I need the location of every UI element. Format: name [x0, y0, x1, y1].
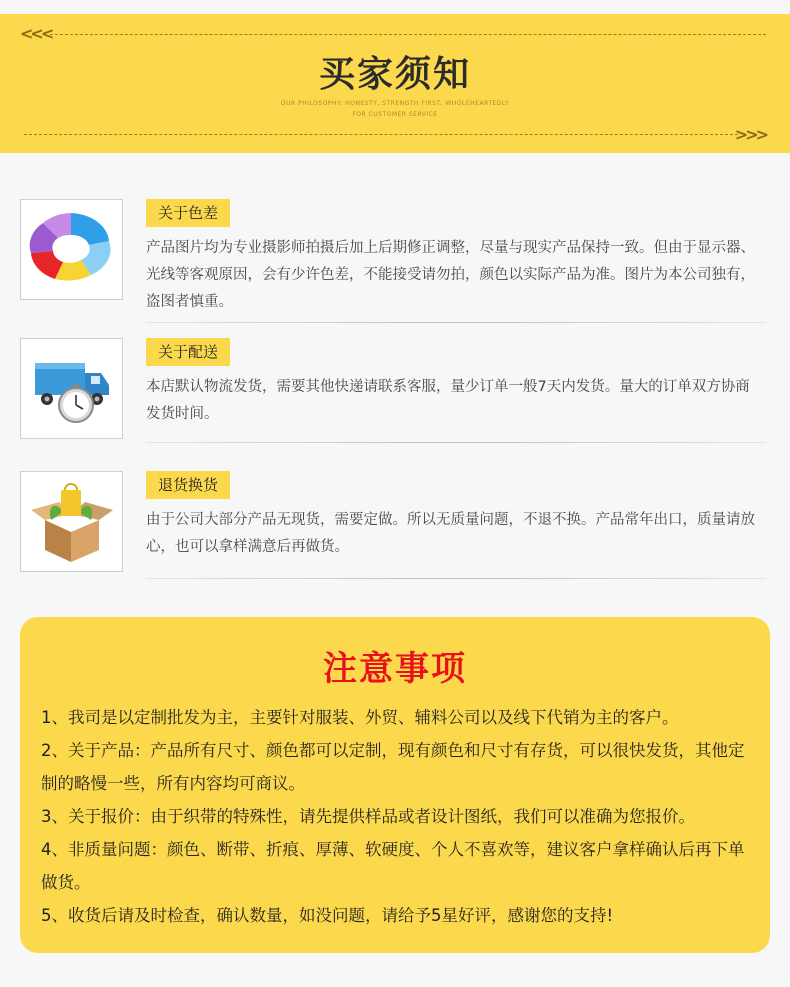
tag-color-difference: 关于色差	[146, 199, 230, 227]
package-box-icon	[20, 471, 123, 572]
header-divider-bottom	[24, 134, 738, 135]
desc-color-difference: 产品图片均为专业摄影师拍摄后加上后期修正调整，尽量与现实产品保持一致。但由于显示器、光线等客观原因，会有少许色差，不能接受请勿拍，颜色以实际产品为准。图片为本公司独有，盗图者慎重。	[146, 240, 755, 310]
page-title: 买家须知	[318, 54, 471, 95]
divider	[146, 578, 766, 579]
notice-item-3: 3、关于报价：由于织带的特殊性，请先提供样品或者设计图纸，我们可以准确为您报价。	[41, 807, 695, 826]
arrows-right-icon: >>>	[734, 125, 766, 144]
header-banner	[0, 14, 790, 153]
desc-delivery: 本店默认物流发货，需要其他快递请联系客服，量少订单一般7天内发货。量大的订单双方协商发货时间。	[146, 379, 750, 422]
color-wheel-icon	[20, 199, 123, 300]
notice-list	[41, 701, 757, 932]
notice-title: 注意事项	[323, 649, 467, 689]
info-item-color-difference	[20, 199, 770, 329]
notice-item-5: 5、收货后请及时检查，确认数量，如没问题，请给予5星好评，感谢您的支持!	[41, 906, 614, 925]
info-item-delivery	[20, 338, 770, 448]
info-item-return-exchange	[20, 471, 770, 581]
divider	[146, 442, 766, 443]
divider	[146, 322, 766, 323]
notice-item-4: 4、非质量问题：颜色、断带、折痕、厚薄、软硬度、个人不喜欢等，建议客户拿样确认后再下单做货。	[41, 840, 745, 892]
tag-return-exchange: 退货换货	[146, 471, 230, 499]
delivery-truck-icon	[20, 338, 123, 439]
header-divider-top	[50, 34, 766, 35]
tag-delivery: 关于配送	[146, 338, 230, 366]
desc-return-exchange: 由于公司大部分产品无现货，需要定做。所以无质量问题，不退不换。产品常年出口，质量请放心，也可以拿样满意后再做货。	[146, 512, 755, 555]
arrows-left-icon: <<<	[20, 24, 52, 43]
notice-box	[20, 617, 770, 953]
header-subtitle-line2: FOR CUSTOMER SERVICE	[352, 111, 438, 118]
notice-item-2: 2、关于产品：产品所有尺寸、颜色都可以定制，现有颜色和尺寸有存货，可以很快发货，其他定制的略慢一些，所有内容均可商议。	[41, 741, 745, 793]
header-subtitle-line1: OUR PHILOSOPHY: HONESTY, STRENGTH FIRST, WHOLEHEARTEDLY	[280, 100, 510, 107]
notice-item-1: 1、我司是以定制批发为主，主要针对服装、外贸、辅料公司以及线下代销为主的客户。	[41, 708, 679, 727]
